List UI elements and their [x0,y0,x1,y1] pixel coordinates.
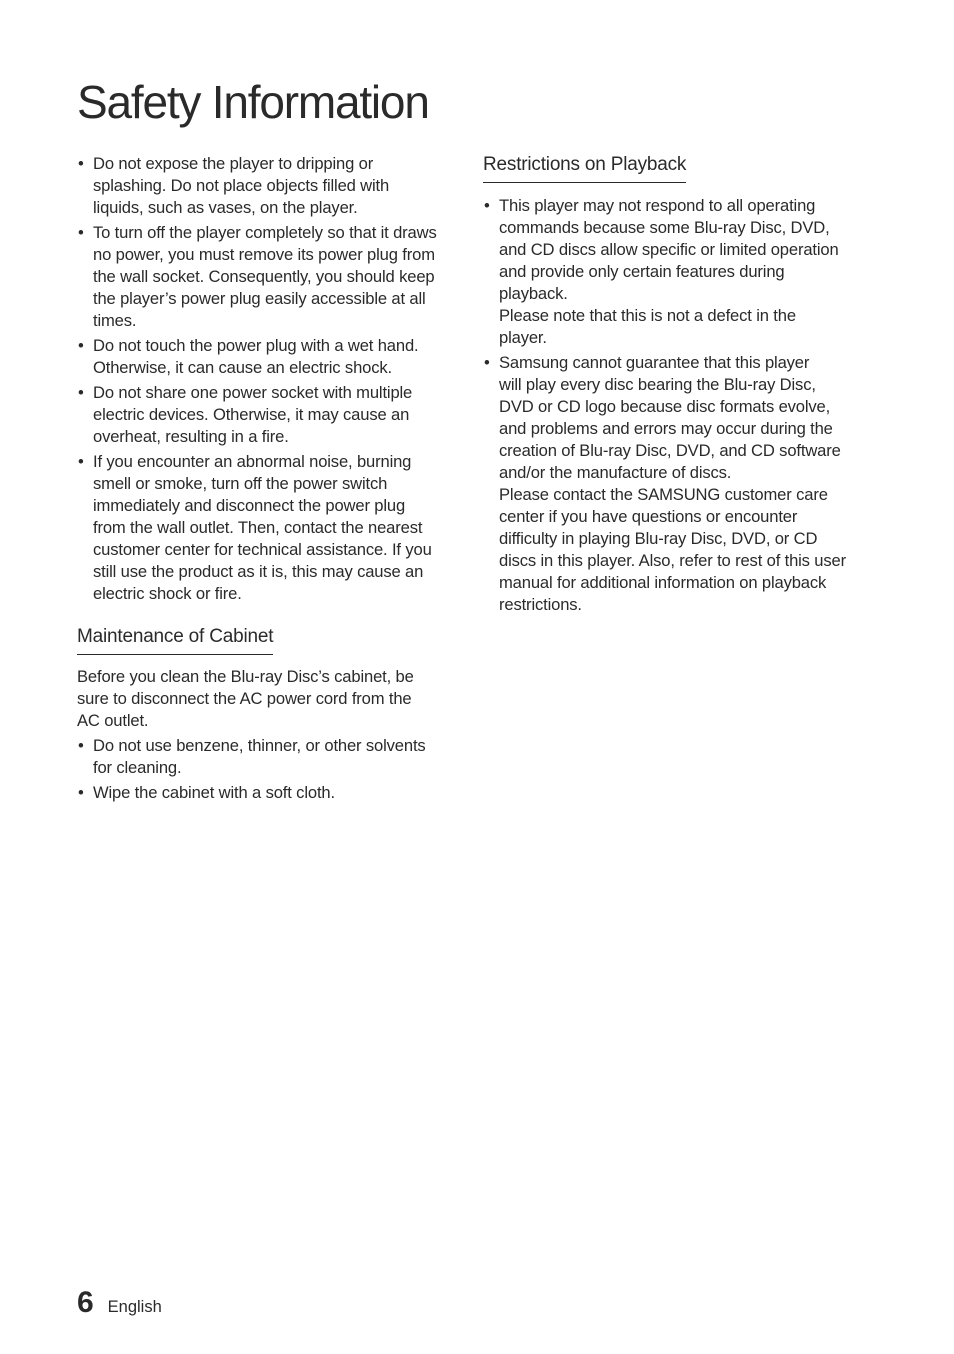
page-footer [77,1286,162,1320]
restrictions-section [483,153,863,616]
text-line: Do not expose the player to dripping or [93,154,374,173]
bullet-dot: • [78,383,84,402]
maintenance-section [77,625,457,804]
text-line: This player may not respond to all operating [499,196,816,215]
text-line: the wall socket. Consequently, you should keep [93,267,435,286]
left-column [77,153,457,807]
text-line: discs in this player. Also, refer to rest of this user [499,551,846,570]
text-line: sure to disconnect the AC power cord from the [77,689,412,708]
text-line: for cleaning. [93,758,182,777]
list-item [77,222,457,332]
text-line: manual for additional information on playback [499,573,827,592]
restrictions-bullet-list [483,195,863,616]
bullet-dot: • [78,452,84,471]
text-line: still use the product as it is, this may cause an [93,562,424,581]
page-title: Safety Information [77,76,429,128]
text-line: Before you clean the Blu-ray Disc’s cabinet, be [77,667,414,686]
maintenance-heading: Maintenance of Cabinet [77,625,273,655]
text-line: Please contact the SAMSUNG customer care [499,485,828,504]
text-line: AC outlet. [77,711,149,730]
maintenance-intro [77,666,457,732]
text-line: playback. [499,284,568,303]
list-item [483,352,863,616]
text-line: Samsung cannot guarantee that this player [499,353,810,372]
bullet-dot: • [484,353,490,372]
list-item [483,195,863,349]
bullet-dot: • [78,223,84,242]
text-line: Do not share one power socket with multiple [93,383,413,402]
safety-bullet-list [77,153,457,605]
text-line: customer center for technical assistance. If you [93,540,432,559]
text-line: DVD or CD logo because disc formats evolve, [499,397,831,416]
list-item [77,451,457,605]
text-line: player. [499,328,547,347]
text-line: the player’s power plug easily accessible at all [93,289,426,308]
list-item [77,382,457,448]
bullet-dot: • [78,736,84,755]
bullet-dot: • [78,336,84,355]
text-line: If you encounter an abnormal noise, burning [93,452,412,471]
bullet-dot: • [484,196,490,215]
text-line: immediately and disconnect the power plug [93,496,406,515]
text-line: creation of Blu-ray Disc, DVD, and CD software [499,441,841,460]
text-line: commands because some Blu-ray Disc, DVD, [499,218,830,237]
text-line: center if you have questions or encounter [499,507,798,526]
text-line: liquids, such as vases, on the player. [93,198,358,217]
maintenance-bullet-list [77,735,457,804]
list-item [77,782,457,804]
list-item [77,735,457,779]
text-line: restrictions. [499,595,582,614]
list-item [77,153,457,219]
bullet-dot: • [78,783,84,802]
text-line: Wipe the cabinet with a soft cloth. [93,783,335,802]
text-line: and problems and errors may occur during the [499,419,833,438]
list-item [77,335,457,379]
bullet-dot: • [78,154,84,173]
text-line: splashing. Do not place objects filled with [93,176,390,195]
text-line: electric shock or fire. [93,584,242,603]
text-line: and provide only certain features during [499,262,785,281]
text-line: electric devices. Otherwise, it may cause an [93,405,410,424]
right-column [483,153,863,619]
text-line: difficulty in playing Blu-ray Disc, DVD, or CD [499,529,818,548]
text-line: no power, you must remove its power plug from [93,245,435,264]
page-language: English [107,1298,162,1316]
page-number: 6 [77,1286,94,1319]
text-line: will play every disc bearing the Blu-ray Disc, [499,375,816,394]
text-line: Please note that this is not a defect in the [499,306,796,325]
text-line: overheat, resulting in a fire. [93,427,289,446]
text-line: To turn off the player completely so that it draws [93,223,437,242]
restrictions-heading: Restrictions on Playback [483,153,686,183]
text-line: from the wall outlet. Then, contact the nearest [93,518,423,537]
text-line: times. [93,311,137,330]
text-line: and/or the manufacture of discs. [499,463,732,482]
text-line: Do not use benzene, thinner, or other solvents [93,736,426,755]
text-line: and CD discs allow specific or limited operation [499,240,839,259]
text-line: smell or smoke, turn off the power switch [93,474,388,493]
text-line: Do not touch the power plug with a wet hand. [93,336,419,355]
text-line: Otherwise, it can cause an electric shock. [93,358,392,377]
